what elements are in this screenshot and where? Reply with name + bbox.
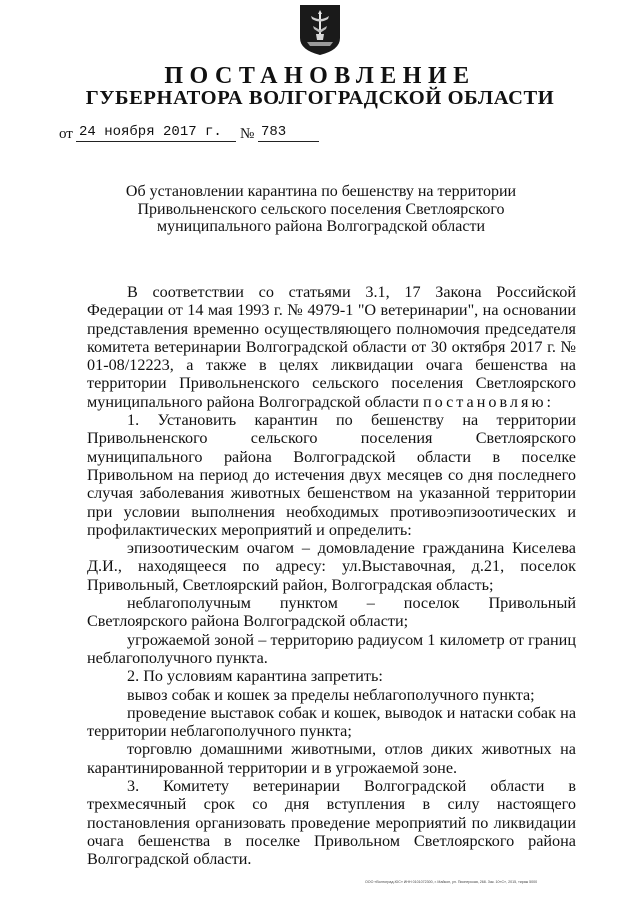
clause-2-exhibitions: проведение выставок собак и кошек, выводок и натаски собак на территории неблагополучного пункта; [87,703,576,741]
clause-2-export: вывоз собак и кошек за пределы неблагополучного пункта; [127,685,535,704]
decree-word: постановляю: [422,392,555,411]
clause-1-focus: эпизоотическим очагом – домовладение гражданина Киселева Д.И., находящееся по адресу: ул.Выставочная, д.21, поселок Привольный, Светлоярский район, Волгоградская область; [87,539,576,594]
clause-1: 1. Установить карантин по бешенству на территории Привольненского сельского поселения Светлоярского муниципального района Волгоградской области в поселке Привольном на период до истечения двух месяцев со дня последнего случая заболевания животных бешенством на указанной территории при условии выполнения необходимых противоэпизоотических и профилактических мероприятий и определить: [87,411,576,539]
printer-imprint: ООО «Волгоград-ЮС» ИНН 0101072300, г. Майкоп, ул. Пионерская, 268. Зак. 10«С», 2015, тираж 5000 [365,880,538,884]
clause-2: 2. По условиям карантина запретить: [127,667,383,686]
preamble-paragraph [87,283,576,411]
volgograd-coat-of-arms-icon [299,4,341,56]
clause-1-point: неблагополучным пунктом – поселок Привольный Светлоярского района Волгоградской области; [87,594,576,631]
document-subject: Об установлении карантина по бешенству на территории Привольненского сельского поселения Светлоярского муниципального района Волгоградской области [125,183,517,235]
document-subtitle: ГУБЕРНАТОРА ВОЛГОГРАДСКОЙ ОБЛАСТИ [85,87,555,109]
document-title: ПОСТАНОВЛЕНИЕ [164,63,476,89]
clause-3: 3. Комитету ветеринарии Волгоградской области в трехмесячный срок со дня вступления в силу настоящего постановления организовать проведение мероприятий по ликвидации очага бешенства в поселке Привольном Светлоярского района Волгоградской области. [87,777,576,869]
preamble-text: В соответствии со статьями 3.1, 17 Закона Российской Федерации от 14 мая 1993 г. № 4979-1 "О ветеринарии", на основании представления временно осуществляющего полномочия председателя комитета ветеринарии Волгоградской области от 30 октября 2017 г. № 01-08/12223, а также в целях ликвидации очага бешенства на территории Привольненского сельского поселения Светлоярского муниципального района Волгоградской области [87,283,576,411]
document-date: 24 ноября 2017 г. [76,124,236,142]
clause-1-zone: угрожаемой зоной – территорию радиусом 1 километр от границ неблагополучного пункта. [87,630,576,667]
document-body [87,283,576,869]
clause-2-trade: торговлю домашними животными, отлов диких животных на карантинированной территории и в угрожаемой зоне. [87,740,576,777]
document-number: 783 [258,124,319,142]
date-prefix: от [59,126,73,142]
number-label: № [240,126,255,142]
